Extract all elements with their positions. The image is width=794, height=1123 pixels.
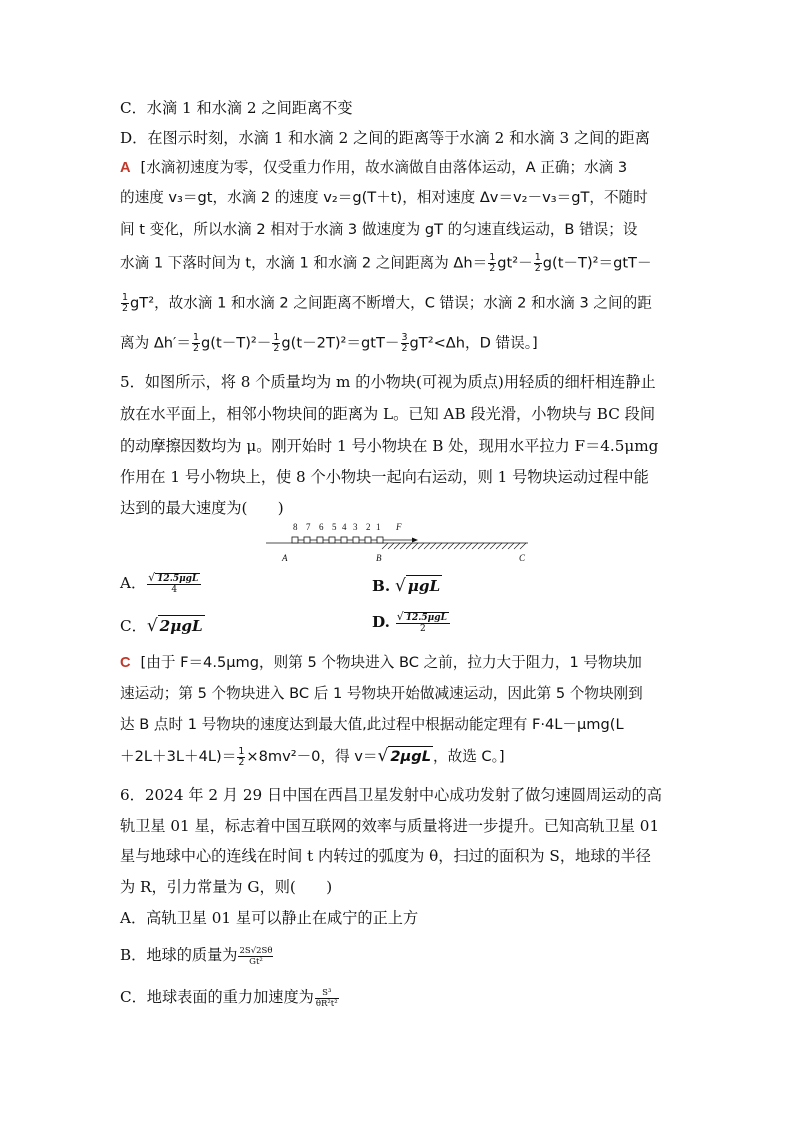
answer-2-line-1: C [由于 F＝4.5μmg，则第 5 个物块进入 BC 之前，拉力大于阻力，1 号物块加 <box>120 654 642 671</box>
answer-letter: A <box>120 160 131 176</box>
q4-option-d: D．在图示时刻，水滴 1 和水滴 2 之间的距离等于水滴 2 和水滴 3 之间的距离 <box>120 129 650 147</box>
block <box>292 537 298 543</box>
rough-surface-hatching <box>382 543 526 549</box>
answer-1-line-4: 水滴 1 下落时间为 t，水滴 1 和水滴 2 之间距离为 Δh＝ $\frac{1}{2}$ gt²－ $\frac{1}{2}$ g(t－T)²＝gtT－ <box>120 252 652 274</box>
q5-option-d: D. $\frac{\text{√ 12.5μgL}}{2}$ <box>372 612 451 634</box>
point-a-label: A <box>282 553 288 563</box>
answer-1-line-6: 离为 Δh′＝ $\frac{1}{2}$ g(t－T)²－ $\frac{1}{2}$ g(t－2T)²＝gtT－ $\frac{3}{2}$ gT²<Δh，D 错误。] <box>120 332 538 354</box>
answer-1-line-5: $\frac{1}{2}$ gT²，故水滴 1 和水滴 2 之间距离不断增大，C 错误；水滴 2 和水滴 3 之间的距 <box>122 292 652 314</box>
block-label: 5 <box>332 522 337 532</box>
q5-line-1: 5．如图所示，将 8 个质量均为 m 的小物块(可视为质点)用轻质的细杆相连静止 <box>120 373 656 391</box>
force-arrowhead <box>412 538 418 543</box>
q5-line-3: 的动摩擦因数均为 μ。刚开始时 1 号小物块在 B 处，现用水平拉力 F＝4.5μmg <box>120 437 659 455</box>
answer-2-line-4: ＋2L＋3L＋4L)＝ $\frac{1}{2}$ ×8mv²－0，得 v＝√ 2μgL ，故选 C。] <box>120 745 505 768</box>
block-label: 4 <box>342 522 347 532</box>
fraction-half: $\frac{1}{2}$ <box>273 332 280 354</box>
fraction-half: $\frac{1}{2}$ <box>534 252 541 274</box>
block <box>353 537 359 543</box>
point-c-label: C <box>519 553 526 563</box>
q6-option-c: C．地球表面的重力加速度为 $\frac{\text{S³}}{\text{θR²t²}}$ <box>120 987 338 1009</box>
blocks-diagram <box>262 520 532 566</box>
q6-line-3: 星与地球中心的连线在时间 t 内转过的弧度为 θ，扫过的面积为 S，地球的半径 <box>120 847 651 865</box>
fraction-half: $\frac{1}{2}$ <box>192 332 200 354</box>
answer-2-line-3: 达 B 点时 1 号物块的速度达到最大值,此过程中根据动能定理有 F·4L－μmg(L <box>120 716 624 733</box>
q5-option-b: B. √ μgL <box>372 576 441 596</box>
q4-option-c: C．水滴 1 和水滴 2 之间距离不变 <box>120 99 353 117</box>
answer-1-line-3: 间 t 变化，所以水滴 2 相对于水滴 3 做速度为 gT 的匀速直线运动，B 错误；设 <box>120 221 638 238</box>
block <box>377 537 383 543</box>
force-label: F <box>396 522 402 532</box>
block <box>317 537 323 543</box>
fraction-half: $\frac{1}{2}$ <box>489 252 496 274</box>
q5-line-2: 放在水平面上，相邻小物块间的距离为 L。已知 AB 段光滑，小物块与 BC 段间 <box>120 405 656 423</box>
block-label: 3 <box>353 522 358 532</box>
point-b-label: B <box>376 553 382 563</box>
q6-option-b: B．地球的质量为 $\frac{2S√2S\theta}{\text{Gt²}}$ <box>120 945 273 967</box>
q5-option-c: C．√ 2μgL <box>120 616 203 636</box>
block-label: 6 <box>319 522 324 532</box>
q5-option-a: A． $\frac{\text{√ 12.5μgL}}{4}$ <box>120 573 202 595</box>
fraction-three-halves: $\frac{3}{2}$ <box>401 332 408 354</box>
block-label: 1 <box>376 522 381 532</box>
block-label: 7 <box>306 522 311 532</box>
answer-2-line-2: 速运动；第 5 个物块进入 BC 后 1 号物块开始做减速运动，因此第 5 个物块刚到 <box>120 685 643 702</box>
block-label: 2 <box>366 522 371 532</box>
answer-letter: C <box>120 655 131 671</box>
q5-line-4: 作用在 1 号小物块上，使 8 个小物块一起向右运动，则 1 号物块运动过程中能 <box>120 468 649 486</box>
q6-line-4: 为 R，引力常量为 G，则( ) <box>120 878 333 896</box>
answer-1-line-2: 的速度 v₃＝gt，水滴 2 的速度 v₂＝g(T＋t)，相对速度 Δv＝v₂－v₃＝gT，不随时 <box>120 189 648 206</box>
block <box>365 537 371 543</box>
block <box>304 537 310 543</box>
q6-line-1: 6．2024 年 2 月 29 日中国在西昌卫星发射中心成功发射了做匀速圆周运动的高 <box>120 786 662 804</box>
block-label: 8 <box>293 522 298 532</box>
answer-1-line-1: A [水滴初速度为零，仅受重力作用，故水滴做自由落体运动，A 正确；水滴 3 <box>120 159 628 176</box>
fraction-half: $\frac{1}{2}$ <box>238 745 245 768</box>
q5-line-5: 达到的最大速度为( ) <box>120 499 284 517</box>
q6-line-2: 轨卫星 01 星，标志着中国互联网的效率与质量将进一步提升。已知高轨卫星 01 <box>120 817 660 835</box>
fraction-half: $\frac{1}{2}$ <box>122 292 129 314</box>
block <box>329 537 335 543</box>
block <box>341 537 347 543</box>
q6-option-a: A．高轨卫星 01 星可以静止在咸宁的正上方 <box>120 909 419 927</box>
